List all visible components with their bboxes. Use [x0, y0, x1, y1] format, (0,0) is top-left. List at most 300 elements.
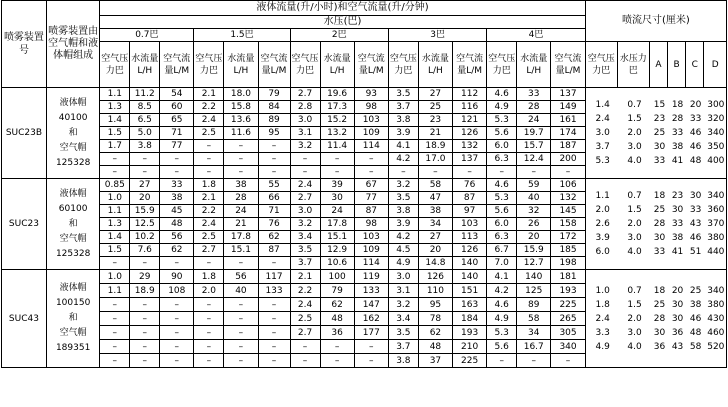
flow-cell: 5.3 — [487, 326, 517, 340]
size-cell: 38 — [689, 299, 702, 310]
size-cell: 1.0 — [595, 285, 610, 296]
flow-cell: 109 — [354, 244, 388, 257]
flow-cell: 4.9 — [487, 312, 517, 326]
size-row — [587, 231, 727, 245]
size-cell: 370 — [707, 219, 725, 229]
flow-cell: 0.85 — [100, 179, 130, 192]
composition-line: 空气帽 — [59, 142, 87, 153]
flow-cell: – — [160, 153, 194, 166]
size-cell: 2.4 — [595, 114, 610, 124]
flow-cell: 15.8 — [224, 101, 258, 114]
flow-cell: 12.5 — [130, 218, 160, 231]
flow-cell: 3.8 — [388, 114, 418, 127]
device-number: SUC23B — [2, 88, 47, 179]
flow-cell: 34 — [418, 218, 452, 231]
size-cell: 46 — [689, 142, 702, 152]
size-row — [587, 112, 727, 126]
flow-cell: – — [160, 298, 194, 312]
size-cell: 2.6 — [595, 219, 610, 229]
flow-cell: 1.5 — [100, 127, 130, 140]
flow-cell: 6.3 — [487, 231, 517, 244]
size-cell: 46 — [689, 233, 702, 243]
size-col-header: 水压力巴 — [617, 42, 649, 88]
size-cell: 43 — [671, 341, 684, 352]
flow-cell: – — [194, 354, 224, 368]
flow-cell: – — [418, 166, 452, 179]
size-cell: 33 — [671, 219, 684, 229]
flow-cell: – — [100, 257, 130, 270]
flow-cell: 2.1 — [194, 88, 224, 101]
flow-cell: 2.5 — [194, 231, 224, 244]
flow-cell: 185 — [551, 244, 585, 257]
composition-line: 189351 — [55, 343, 91, 353]
size-col-header: B — [668, 42, 686, 88]
flow-cell: 3.7 — [290, 257, 320, 270]
flow-cell: 110 — [418, 284, 452, 298]
flow-cell: 340 — [551, 340, 585, 354]
size-cell: 0.7 — [627, 100, 642, 110]
size-cell: 5.3 — [595, 156, 610, 166]
size-cell: 15 — [653, 100, 666, 110]
flow-cell: 8.5 — [130, 101, 160, 114]
size-row — [587, 245, 727, 259]
flow-cell: 48 — [320, 312, 354, 326]
flow-cell: 3.1 — [388, 284, 418, 298]
flow-cell: – — [320, 166, 354, 179]
flow-cell: 3.2 — [388, 179, 418, 192]
flow-cell: 62 — [160, 244, 194, 257]
size-cell: 440 — [707, 247, 725, 257]
flow-cell: 3.0 — [388, 270, 418, 284]
flow-cell: 133 — [258, 284, 290, 298]
flow-cell: 60 — [160, 101, 194, 114]
size-cell: 6.0 — [595, 247, 610, 257]
flow-cell: – — [290, 340, 320, 354]
flow-cell: 98 — [354, 101, 388, 114]
flow-cell: 19.6 — [320, 88, 354, 101]
flow-cell: 47 — [418, 192, 452, 205]
flow-cell: 34 — [517, 326, 551, 340]
size-cell: 30 — [653, 327, 666, 338]
flow-cell: 32 — [517, 205, 551, 218]
flow-cell: 3.8 — [388, 205, 418, 218]
flow-cell: – — [487, 354, 517, 368]
flow-cell: 55 — [258, 179, 290, 192]
size-cell: 18 — [653, 285, 666, 296]
device-number: SUC23 — [2, 179, 47, 270]
size-cell: 0.7 — [627, 191, 642, 201]
flow-cell: – — [290, 153, 320, 166]
flow-cell: 4.5 — [388, 244, 418, 257]
flow-cell: – — [258, 326, 290, 340]
flow-cell: 162 — [354, 312, 388, 326]
size-cell: 41 — [671, 156, 684, 166]
size-row — [587, 189, 727, 203]
flow-cell: – — [354, 340, 388, 354]
flow-cell: 90 — [160, 270, 194, 284]
flow-cell: 40 — [224, 284, 258, 298]
flow-cell: 1.1 — [100, 205, 130, 218]
flow-cell: – — [258, 153, 290, 166]
flow-cell: 62 — [320, 298, 354, 312]
flow-cell: 17.0 — [418, 153, 452, 166]
flow-cell: 3.2 — [290, 218, 320, 231]
flow-cell: 125 — [517, 284, 551, 298]
pressure-2: 2巴 — [290, 29, 388, 42]
flow-cell: 24 — [224, 205, 258, 218]
flow-cell: – — [258, 140, 290, 153]
flow-cell: 200 — [551, 153, 585, 166]
spray-nozzle-table — [1, 0, 727, 368]
flow-title: 液体流量(升/小时)和空气流量(升/分钟) — [100, 1, 585, 16]
flow-cell: 6.0 — [487, 140, 517, 153]
flow-cell: 15.9 — [517, 244, 551, 257]
flow-cell: 29 — [130, 270, 160, 284]
size-row — [587, 203, 727, 217]
flow-col-header: 水流量L/H — [130, 42, 160, 88]
size-cell: 33 — [671, 128, 684, 138]
size-cell: 2.0 — [627, 128, 642, 138]
flow-cell: 4.2 — [487, 284, 517, 298]
flow-cell: 172 — [551, 231, 585, 244]
flow-cell: 147 — [354, 298, 388, 312]
flow-cell: 3.2 — [290, 140, 320, 153]
flow-cell: 1.0 — [100, 192, 130, 205]
flow-cell: 184 — [453, 312, 487, 326]
flow-cell: – — [290, 354, 320, 368]
flow-cell: 2.1 — [194, 192, 224, 205]
flow-cell: 161 — [551, 114, 585, 127]
flow-cell: – — [194, 312, 224, 326]
flow-col-header: 空气流量L/M — [453, 42, 487, 88]
flow-cell: – — [130, 298, 160, 312]
size-cell: 430 — [707, 313, 725, 324]
flow-cell: 2.4 — [290, 179, 320, 192]
flow-cell: 18.9 — [418, 140, 452, 153]
flow-cell: 89 — [517, 298, 551, 312]
flow-cell: 6.0 — [487, 218, 517, 231]
size-row — [587, 217, 727, 231]
table-header — [2, 1, 727, 88]
composition-line: 液体帽 — [59, 97, 87, 108]
flow-cell: – — [354, 166, 388, 179]
flow-cell: – — [130, 312, 160, 326]
size-cell: 25 — [653, 299, 666, 310]
flow-cell: 132 — [453, 140, 487, 153]
size-col-header: A — [649, 42, 667, 88]
flow-cell: 62 — [258, 231, 290, 244]
size-cell: 58 — [689, 341, 702, 352]
flow-cell: – — [354, 153, 388, 166]
flow-cell: 19.7 — [517, 127, 551, 140]
flow-cell: 3.7 — [388, 340, 418, 354]
size-cell: 46 — [689, 313, 702, 324]
flow-cell: – — [130, 257, 160, 270]
flow-cell: 76 — [258, 218, 290, 231]
flow-cell: – — [453, 166, 487, 179]
flow-col-header: 水流量L/H — [418, 42, 452, 88]
flow-cell: 3.8 — [388, 354, 418, 368]
flow-cell: 3.8 — [130, 140, 160, 153]
flow-cell: – — [100, 298, 130, 312]
size-row — [587, 284, 727, 298]
flow-cell: 89 — [258, 114, 290, 127]
flow-cell: 12.7 — [517, 257, 551, 270]
size-cell: 3.0 — [627, 327, 642, 338]
flow-cell: 93 — [354, 88, 388, 101]
size-cell: 380 — [707, 299, 725, 310]
size-col-header: D — [704, 42, 727, 88]
flow-cell: 3.5 — [290, 244, 320, 257]
flow-cell: 3.0 — [290, 114, 320, 127]
flow-cell: 15.9 — [130, 205, 160, 218]
flow-cell: 87 — [258, 244, 290, 257]
spray-size-title: 喷流尺寸(厘米) — [585, 1, 726, 42]
flow-cell: 39 — [320, 179, 354, 192]
size-cell: 360 — [707, 205, 725, 215]
flow-cell: 21 — [418, 127, 452, 140]
flow-cell: 28 — [224, 192, 258, 205]
size-cell: 1.1 — [595, 191, 610, 201]
size-cell: 20 — [671, 285, 684, 296]
size-cell: 33 — [689, 205, 702, 215]
flow-cell: 36 — [320, 326, 354, 340]
flow-cell: 30 — [320, 192, 354, 205]
flow-cell: 26 — [517, 218, 551, 231]
size-row — [587, 126, 727, 140]
flow-cell: – — [100, 340, 130, 354]
flow-cell: 79 — [258, 88, 290, 101]
pressure-0-7: 0.7巴 — [100, 29, 194, 42]
flow-cell: 87 — [453, 192, 487, 205]
flow-cell: – — [130, 354, 160, 368]
size-cell: 1.5 — [627, 114, 642, 124]
spray-size-block — [585, 179, 726, 270]
size-row — [587, 140, 727, 154]
flow-cell: 181 — [551, 270, 585, 284]
flow-cell: – — [224, 326, 258, 340]
flow-cell: 10.6 — [320, 257, 354, 270]
flow-col-header: 空气流量L/M — [160, 42, 194, 88]
size-cell: 1.5 — [627, 205, 642, 215]
composition-line: 和 — [68, 313, 78, 323]
flow-cell: – — [194, 166, 224, 179]
size-cell: 25 — [653, 128, 666, 138]
flow-cell: – — [258, 312, 290, 326]
size-row — [587, 326, 727, 340]
flow-cell: 11.6 — [224, 127, 258, 140]
size-cell: 46 — [689, 128, 702, 138]
flow-cell: – — [100, 153, 130, 166]
flow-cell: 5.6 — [487, 340, 517, 354]
flow-cell: 2.7 — [290, 192, 320, 205]
flow-cell: – — [100, 166, 130, 179]
flow-cell: 20 — [517, 231, 551, 244]
flow-cell: – — [224, 257, 258, 270]
flow-cell: – — [258, 340, 290, 354]
flow-cell: – — [320, 354, 354, 368]
flow-col-header: 空气压力巴 — [290, 42, 320, 88]
size-cell: 4.0 — [627, 341, 642, 352]
flow-cell: 193 — [551, 284, 585, 298]
flow-cell: 17.8 — [320, 218, 354, 231]
flow-cell: 117 — [258, 270, 290, 284]
flow-cell: 15.2 — [320, 114, 354, 127]
flow-cell: 17.3 — [320, 101, 354, 114]
flow-cell: 1.1 — [100, 284, 130, 298]
flow-cell: 140 — [517, 270, 551, 284]
flow-col-header: 空气压力巴 — [194, 42, 224, 88]
size-cell: 18 — [653, 191, 666, 201]
flow-cell: 79 — [320, 284, 354, 298]
flow-cell: 12.9 — [320, 244, 354, 257]
composition-line: 60100 — [58, 203, 88, 214]
flow-cell: 97 — [453, 205, 487, 218]
cap-composition — [46, 270, 99, 368]
flow-cell: 225 — [453, 354, 487, 368]
flow-cell: 38 — [224, 179, 258, 192]
flow-cell: 62 — [418, 326, 452, 340]
size-cell: 4.0 — [627, 247, 642, 257]
flow-cell: 2.8 — [290, 101, 320, 114]
flow-cell: 23 — [418, 114, 452, 127]
flow-cell: 56 — [224, 270, 258, 284]
flow-cell: 77 — [160, 140, 194, 153]
size-cell: 340 — [707, 285, 725, 296]
flow-cell: 133 — [354, 284, 388, 298]
flow-cell: 98 — [354, 218, 388, 231]
size-cell: 340 — [707, 191, 725, 201]
flow-cell: 27 — [418, 88, 452, 101]
flow-cell: – — [160, 166, 194, 179]
size-cell: 33 — [653, 156, 666, 166]
size-cell: 320 — [707, 114, 725, 124]
size-cell: 36 — [653, 341, 666, 352]
flow-cell: 1.3 — [100, 101, 130, 114]
flow-cell: – — [551, 354, 585, 368]
flow-cell: 2.7 — [290, 326, 320, 340]
size-cell: 18 — [671, 100, 684, 110]
size-cell: 48 — [689, 327, 702, 338]
size-cell: 2.0 — [595, 205, 610, 215]
flow-col-header: 空气流量L/M — [354, 42, 388, 88]
flow-cell: 174 — [551, 127, 585, 140]
table-row — [2, 88, 727, 101]
flow-cell: 4.1 — [388, 140, 418, 153]
flow-cell: – — [517, 166, 551, 179]
size-cell: 30 — [653, 233, 666, 243]
flow-cell: 2.2 — [290, 284, 320, 298]
flow-cell: 71 — [258, 205, 290, 218]
flow-cell: 3.0 — [290, 205, 320, 218]
size-cell: 400 — [707, 156, 725, 166]
flow-cell: 11.4 — [320, 140, 354, 153]
flow-col-header: 水流量L/H — [517, 42, 551, 88]
flow-cell: 1.0 — [100, 270, 130, 284]
flow-cell: 6.7 — [487, 244, 517, 257]
size-cell: 30 — [653, 142, 666, 152]
size-cell: 3.3 — [595, 327, 610, 338]
flow-cell: 145 — [551, 205, 585, 218]
flow-cell: – — [194, 298, 224, 312]
flow-cell: 38 — [160, 192, 194, 205]
size-cell: 48 — [689, 156, 702, 166]
flow-cell: 3.5 — [388, 192, 418, 205]
flow-cell: 121 — [453, 114, 487, 127]
size-cell: 520 — [707, 341, 725, 352]
size-cell: 460 — [707, 327, 725, 338]
flow-cell: 27 — [418, 231, 452, 244]
size-cell: 25 — [653, 205, 666, 215]
size-cell: 3.7 — [595, 142, 610, 152]
flow-cell: – — [224, 340, 258, 354]
flow-cell: 3.5 — [388, 88, 418, 101]
flow-cell: – — [100, 326, 130, 340]
flow-cell: 210 — [453, 340, 487, 354]
flow-cell: 78 — [418, 312, 452, 326]
size-cell: 28 — [653, 313, 666, 324]
cap-composition — [46, 88, 99, 179]
flow-cell: 59 — [517, 179, 551, 192]
size-cell: 340 — [707, 128, 725, 138]
flow-cell: 109 — [354, 127, 388, 140]
flow-cell: 4.1 — [487, 270, 517, 284]
composition-line: 液体帽 — [59, 188, 87, 199]
flow-cell: 76 — [453, 179, 487, 192]
flow-cell: 198 — [551, 257, 585, 270]
size-cell: 28 — [653, 219, 666, 229]
size-cell: 33 — [653, 247, 666, 257]
flow-cell: 24 — [517, 114, 551, 127]
flow-cell: – — [130, 153, 160, 166]
composition-line: 和 — [68, 218, 78, 229]
size-cell: 23 — [653, 114, 666, 124]
flow-cell: – — [224, 298, 258, 312]
flow-cell: 163 — [453, 298, 487, 312]
flow-cell: 116 — [453, 101, 487, 114]
size-cell: 25 — [689, 285, 702, 296]
spray-size-block — [585, 88, 726, 179]
flow-cell: 24 — [320, 205, 354, 218]
flow-cell: 15.7 — [517, 140, 551, 153]
flow-cell: 27 — [130, 179, 160, 192]
flow-col-header: 空气压力巴 — [388, 42, 418, 88]
flow-cell: 2.7 — [194, 244, 224, 257]
flow-cell: 103 — [354, 231, 388, 244]
flow-cell: 14.8 — [418, 257, 452, 270]
flow-cell: 20 — [130, 192, 160, 205]
spray-size-table — [587, 284, 727, 354]
size-cell: 3.9 — [595, 233, 610, 243]
flow-cell: 2.0 — [194, 284, 224, 298]
flow-cell: 1.3 — [100, 218, 130, 231]
flow-cell: 265 — [551, 312, 585, 326]
flow-cell: 2.5 — [290, 312, 320, 326]
flow-cell: – — [194, 153, 224, 166]
pressure-3: 3巴 — [388, 29, 486, 42]
pressure-4: 4巴 — [487, 29, 585, 42]
size-cell: 20 — [689, 100, 702, 110]
size-cell: 23 — [671, 191, 684, 201]
composition-line: 空气帽 — [59, 233, 87, 244]
size-cell: 41 — [671, 247, 684, 257]
flow-cell: 1.4 — [100, 114, 130, 127]
flow-cell: 137 — [551, 88, 585, 101]
flow-cell: 114 — [354, 257, 388, 270]
size-cell: 1.4 — [595, 100, 610, 110]
flow-cell: 67 — [354, 179, 388, 192]
flow-cell: 21 — [224, 218, 258, 231]
